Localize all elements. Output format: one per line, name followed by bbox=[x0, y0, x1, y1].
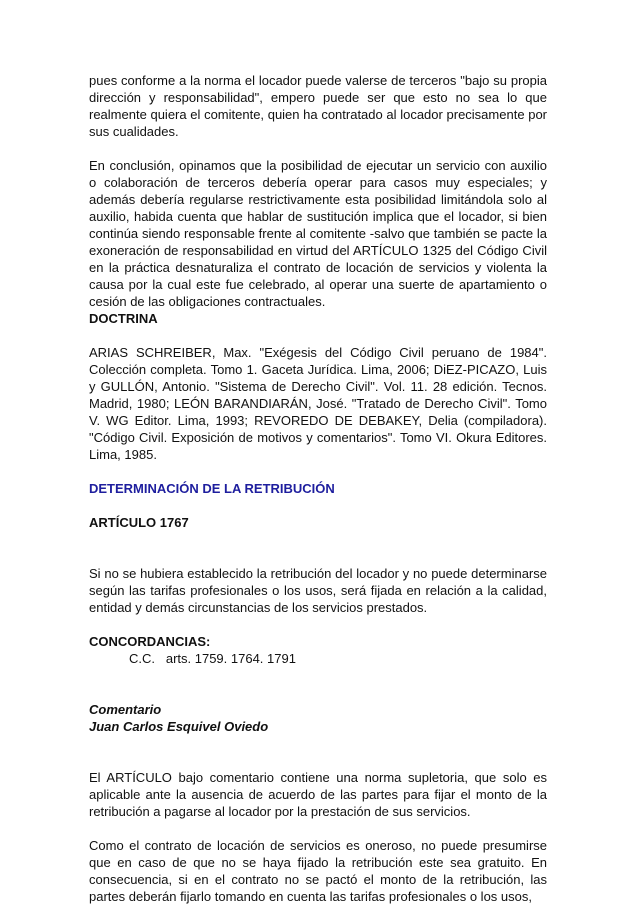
doctrina-references: ARIAS SCHREIBER, Max. "Exégesis del Código Civil peruano de 1984". Colección completa. Tomo 1. Gaceta Jurídica. Lima, 2006; DiEZ-PICAZO, Luis y GULLÓN, Antonio. "Sistema de Derecho Civil". Vol. 11. 28 edición. Tecnos. Madrid, 1980; LEÓN BARANDIARÁN, José. "Tratado de Derecho Civil". Tomo V. WG Editor. Lima, 1993; REVOREDO DE DEBAKEY, Delia (compiladora). "Código Civil. Exposición de motivos y comentarios". Tomo VI. Okura Editores. Lima, 1985. bbox=[89, 345, 547, 462]
paragraph-comment-2: Como el contrato de locación de servicios es oneroso, no puede presumirse que en caso de que no se haya fijado la retribución este sea gratuito. En consecuencia, si en el contrato no se pactó el monto de la retribución, las partes deberán fijarlo tomando en cuenta las tarifas profesionales o los usos, bbox=[89, 838, 547, 904]
concordancias-heading: CONCORDANCIAS: bbox=[89, 634, 211, 649]
comentario-author: Juan Carlos Esquivel Oviedo bbox=[89, 719, 269, 734]
concordancias-text: C.C. arts. 1759. 1764. 1791 bbox=[129, 651, 296, 666]
document-page bbox=[89, 72, 547, 905]
comentario-label: Comentario bbox=[89, 702, 162, 717]
article-text: Si no se hubiera establecido la retribución del locador y no puede determinarse según las tarifas profesionales o los usos, será fijada en relación a la calidad, entidad y demás circunstancias de los servicios prestados. bbox=[89, 566, 547, 615]
paragraph-comment-1: El ARTÍCULO bajo comentario contiene una norma supletoria, que solo es aplicable ante la ausencia de acuerdo de las partes para fijar el monto de la retribución a pagarse al locador por la prestación de sus servicios. bbox=[89, 770, 547, 819]
paragraph-continuation: pues conforme a la norma el locador puede valerse de terceros "bajo su propia dirección y responsabilidad", empero puede ser que esto no sea lo que realmente quiera el comitente, quien ha contratado al locador precisamente por sus cualidades. bbox=[89, 73, 547, 139]
paragraph-conclusion: En conclusión, opinamos que la posibilidad de ejecutar un servicio con auxilio o colaboración de terceros debería operar para casos muy especiales; y además debería regularse restrictivamente esta posibilidad limitándola solo al auxilio, habida cuenta que hablar de sustitución implica que el locador, si bien continúa siendo responsable frente al comitente -salvo que también se pacte la exoneración de responsabilidad en virtud del ARTÍCULO 1325 del Código Civil en la práctica desnaturaliza el contrato de locación de servicios y violenta la causa por la cual este fue celebrado, al operar una suerte de apartamiento o cesión de las obligaciones contractuales. bbox=[89, 158, 547, 309]
article-heading: ARTÍCULO 1767 bbox=[89, 515, 189, 530]
section-title: DETERMINACIÓN DE LA RETRIBUCIÓN bbox=[89, 481, 335, 496]
doctrina-heading: DOCTRINA bbox=[89, 311, 158, 326]
